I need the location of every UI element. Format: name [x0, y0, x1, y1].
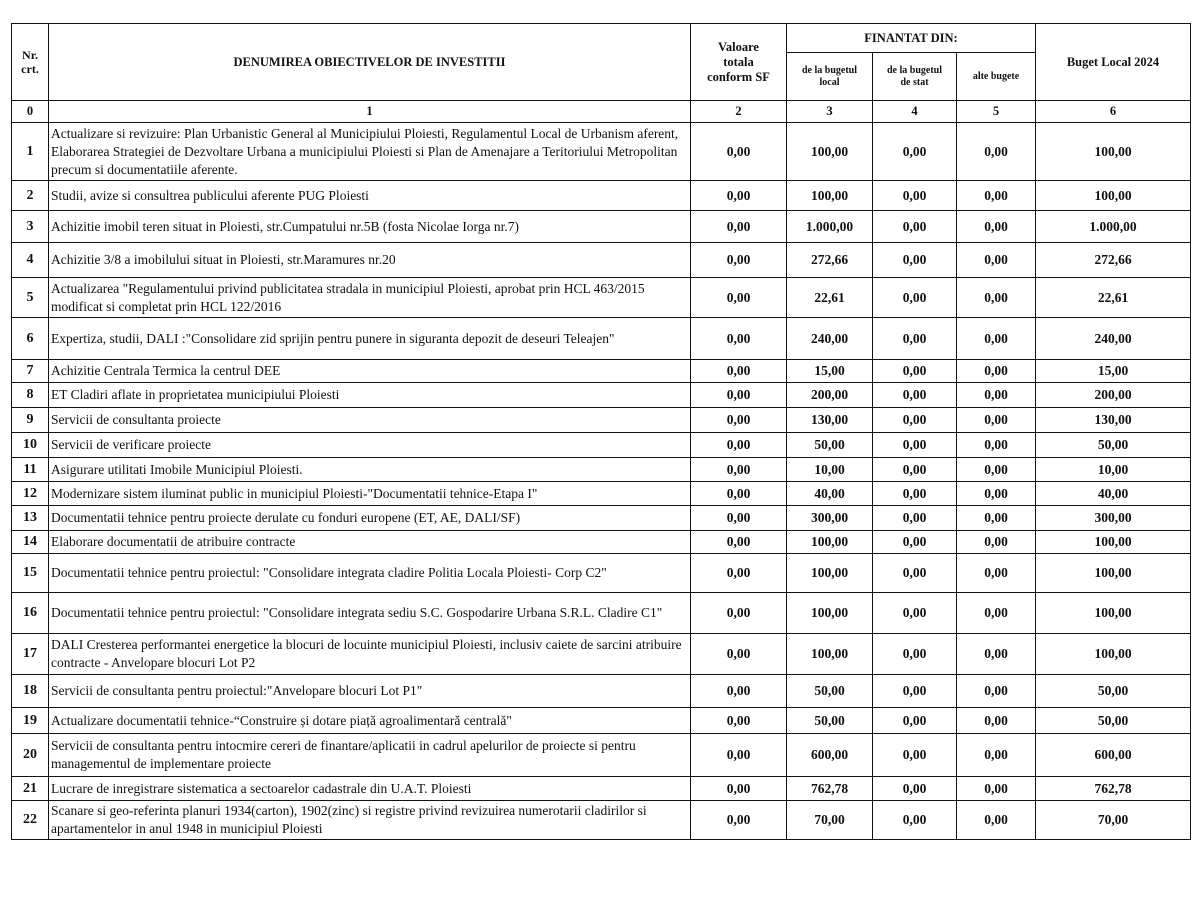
- table-row: [12, 318, 1191, 360]
- row-number: 17: [12, 634, 49, 675]
- buget-stat-cell: 0,00: [873, 408, 957, 433]
- buget-2024-cell: 50,00: [1036, 433, 1191, 458]
- table-row: [12, 801, 1191, 840]
- objective-name: Achizitie imobil teren situat in Ploiesti, str.Cumpatului nr.5B (fosta Nicolae Iorga nr.7): [49, 211, 691, 243]
- header-buget-local: de la bugetul local: [787, 53, 873, 101]
- buget-stat-cell: 0,00: [873, 211, 957, 243]
- buget-stat-cell: 0,00: [873, 181, 957, 211]
- buget-2024-cell: 100,00: [1036, 554, 1191, 593]
- buget-stat-cell: 0,00: [873, 458, 957, 482]
- alte-bugete-cell: 0,00: [957, 675, 1036, 708]
- objective-name: Servicii de consultanta pentru proiectul:"Anvelopare blocuri Lot P1": [49, 675, 691, 708]
- objective-name: Achizitie Centrala Termica la centrul DEE: [49, 360, 691, 383]
- buget-2024-cell: 272,66: [1036, 243, 1191, 278]
- table-row: [12, 482, 1191, 506]
- alte-bugete-cell: 0,00: [957, 777, 1036, 801]
- buget-stat-cell: 0,00: [873, 708, 957, 734]
- alte-bugete-cell: 0,00: [957, 278, 1036, 318]
- table-row: [12, 554, 1191, 593]
- table-body: [12, 123, 1191, 840]
- row-number: 21: [12, 777, 49, 801]
- buget-2024-cell: 40,00: [1036, 482, 1191, 506]
- valoare-totala-cell: 0,00: [691, 593, 787, 634]
- buget-local-cell: 240,00: [787, 318, 873, 360]
- table-row: [12, 123, 1191, 181]
- alte-bugete-cell: 0,00: [957, 123, 1036, 181]
- header-buget-local-2024: Buget Local 2024: [1036, 24, 1191, 101]
- valoare-totala-cell: 0,00: [691, 777, 787, 801]
- table-row: [12, 734, 1191, 777]
- row-number: 7: [12, 360, 49, 383]
- table-row: [12, 634, 1191, 675]
- valoare-totala-cell: 0,00: [691, 433, 787, 458]
- row-number: 20: [12, 734, 49, 777]
- objective-name: Documentatii tehnice pentru proiectul: "Consolidare integrata sediu S.C. Gospodarire Urbana S.R.L. Cladire C1": [49, 593, 691, 634]
- investment-objectives-table: [11, 23, 1191, 840]
- table-row: [12, 531, 1191, 554]
- row-number: 16: [12, 593, 49, 634]
- buget-local-cell: 600,00: [787, 734, 873, 777]
- buget-2024-cell: 130,00: [1036, 408, 1191, 433]
- column-index: 2: [691, 101, 787, 123]
- buget-2024-cell: 70,00: [1036, 801, 1191, 840]
- buget-2024-cell: 100,00: [1036, 634, 1191, 675]
- row-number: 8: [12, 383, 49, 408]
- table-row: [12, 777, 1191, 801]
- alte-bugete-cell: 0,00: [957, 593, 1036, 634]
- buget-stat-cell: 0,00: [873, 123, 957, 181]
- objective-name: Lucrare de inregistrare sistematica a sectoarelor cadastrale din U.A.T. Ploiesti: [49, 777, 691, 801]
- buget-local-cell: 100,00: [787, 593, 873, 634]
- alte-bugete-cell: 0,00: [957, 734, 1036, 777]
- valoare-totala-cell: 0,00: [691, 360, 787, 383]
- buget-local-cell: 100,00: [787, 123, 873, 181]
- buget-stat-cell: 0,00: [873, 243, 957, 278]
- row-number: 4: [12, 243, 49, 278]
- alte-bugete-cell: 0,00: [957, 243, 1036, 278]
- column-index: 4: [873, 101, 957, 123]
- buget-local-cell: 50,00: [787, 708, 873, 734]
- table-row: [12, 360, 1191, 383]
- header-nr-crt: Nr. crt.: [12, 24, 49, 101]
- buget-2024-cell: 100,00: [1036, 531, 1191, 554]
- buget-local-cell: 70,00: [787, 801, 873, 840]
- buget-2024-cell: 50,00: [1036, 675, 1191, 708]
- objective-name: Actualizare documentatii tehnice-“Construire și dotare piață agroalimentară centrală": [49, 708, 691, 734]
- buget-stat-cell: 0,00: [873, 433, 957, 458]
- table-row: [12, 383, 1191, 408]
- alte-bugete-cell: 0,00: [957, 318, 1036, 360]
- buget-stat-cell: 0,00: [873, 777, 957, 801]
- alte-bugete-cell: 0,00: [957, 554, 1036, 593]
- buget-stat-cell: 0,00: [873, 278, 957, 318]
- buget-stat-cell: 0,00: [873, 360, 957, 383]
- objective-name: Actualizare si revizuire: Plan Urbanistic General al Municipiului Ploiesti, Regulamentul Local de Urbanism aferent, Elaborarea Strategiei de Dezvoltare Urbana a municipiului Ploiesti si Plan de Amenajare a Teritoriului Metropolitan precum si documentatiile aferente.: [49, 123, 691, 181]
- buget-2024-cell: 100,00: [1036, 123, 1191, 181]
- buget-stat-cell: 0,00: [873, 506, 957, 531]
- buget-stat-cell: 0,00: [873, 734, 957, 777]
- objective-name: Modernizare sistem iluminat public in municipiul Ploiesti-"Documentatii tehnice-Etapa I": [49, 482, 691, 506]
- valoare-totala-cell: 0,00: [691, 318, 787, 360]
- row-number: 11: [12, 458, 49, 482]
- valoare-totala-cell: 0,00: [691, 634, 787, 675]
- buget-stat-cell: 0,00: [873, 801, 957, 840]
- valoare-totala-cell: 0,00: [691, 531, 787, 554]
- alte-bugete-cell: 0,00: [957, 408, 1036, 433]
- column-index: 1: [49, 101, 691, 123]
- row-number: 15: [12, 554, 49, 593]
- objective-name: DALI Cresterea performantei energetice la blocuri de locuinte municipiul Ploiesti, inclusiv caiete de sarcini atribuire contracte - Anvelopare blocuri Lot P2: [49, 634, 691, 675]
- buget-local-cell: 10,00: [787, 458, 873, 482]
- row-number: 13: [12, 506, 49, 531]
- buget-2024-cell: 100,00: [1036, 181, 1191, 211]
- buget-2024-cell: 1.000,00: [1036, 211, 1191, 243]
- buget-2024-cell: 762,78: [1036, 777, 1191, 801]
- table-row: [12, 211, 1191, 243]
- alte-bugete-cell: 0,00: [957, 801, 1036, 840]
- objective-name: Servicii de verificare proiecte: [49, 433, 691, 458]
- buget-2024-cell: 240,00: [1036, 318, 1191, 360]
- buget-local-cell: 22,61: [787, 278, 873, 318]
- alte-bugete-cell: 0,00: [957, 506, 1036, 531]
- buget-stat-cell: 0,00: [873, 482, 957, 506]
- alte-bugete-cell: 0,00: [957, 181, 1036, 211]
- objective-name: Documentatii tehnice pentru proiectul: "Consolidare integrata cladire Politia Locala Ploiesti- Corp C2": [49, 554, 691, 593]
- alte-bugete-cell: 0,00: [957, 383, 1036, 408]
- buget-local-cell: 100,00: [787, 531, 873, 554]
- buget-local-cell: 762,78: [787, 777, 873, 801]
- valoare-totala-cell: 0,00: [691, 278, 787, 318]
- table-row: [12, 181, 1191, 211]
- table-row: [12, 506, 1191, 531]
- column-index-row: [12, 101, 1191, 123]
- column-index: 0: [12, 101, 49, 123]
- valoare-totala-cell: 0,00: [691, 458, 787, 482]
- valoare-totala-cell: 0,00: [691, 482, 787, 506]
- buget-local-cell: 200,00: [787, 383, 873, 408]
- header-alte-bugete: alte bugete: [957, 53, 1036, 101]
- buget-2024-cell: 15,00: [1036, 360, 1191, 383]
- row-number: 3: [12, 211, 49, 243]
- row-number: 14: [12, 531, 49, 554]
- buget-stat-cell: 0,00: [873, 634, 957, 675]
- table-row: [12, 408, 1191, 433]
- valoare-totala-cell: 0,00: [691, 408, 787, 433]
- row-number: 1: [12, 123, 49, 181]
- alte-bugete-cell: 0,00: [957, 211, 1036, 243]
- buget-2024-cell: 300,00: [1036, 506, 1191, 531]
- row-number: 2: [12, 181, 49, 211]
- alte-bugete-cell: 0,00: [957, 482, 1036, 506]
- row-number: 6: [12, 318, 49, 360]
- buget-local-cell: 100,00: [787, 634, 873, 675]
- valoare-totala-cell: 0,00: [691, 383, 787, 408]
- valoare-totala-cell: 0,00: [691, 181, 787, 211]
- buget-stat-cell: 0,00: [873, 531, 957, 554]
- objective-name: Elaborare documentatii de atribuire contracte: [49, 531, 691, 554]
- objective-name: Servicii de consultanta pentru intocmire cereri de finantare/aplicatii in cadrul apelurilor de proiecte si pentru managementul de implementare proiecte: [49, 734, 691, 777]
- objective-name: Documentatii tehnice pentru proiecte derulate cu fonduri europene (ET, AE, DALI/SF): [49, 506, 691, 531]
- header-valoare-totala: Valoare totala conform SF: [691, 24, 787, 101]
- row-number: 19: [12, 708, 49, 734]
- objective-name: Servicii de consultanta proiecte: [49, 408, 691, 433]
- buget-2024-cell: 22,61: [1036, 278, 1191, 318]
- buget-2024-cell: 50,00: [1036, 708, 1191, 734]
- buget-local-cell: 15,00: [787, 360, 873, 383]
- row-number: 5: [12, 278, 49, 318]
- objective-name: Asigurare utilitati Imobile Municipiul Ploiesti.: [49, 458, 691, 482]
- column-index: 3: [787, 101, 873, 123]
- buget-stat-cell: 0,00: [873, 383, 957, 408]
- header-denumire: DENUMIREA OBIECTIVELOR DE INVESTITII: [49, 24, 691, 101]
- objective-name: Scanare si geo-referinta planuri 1934(carton), 1902(zinc) si registre privind revizuirea numerotarii cladirilor si apartamentelor in anul 1948 in municipiul Ploiesti: [49, 801, 691, 840]
- valoare-totala-cell: 0,00: [691, 554, 787, 593]
- valoare-totala-cell: 0,00: [691, 506, 787, 531]
- column-index: 6: [1036, 101, 1191, 123]
- table-row: [12, 708, 1191, 734]
- valoare-totala-cell: 0,00: [691, 675, 787, 708]
- column-index: 5: [957, 101, 1036, 123]
- row-number: 10: [12, 433, 49, 458]
- buget-2024-cell: 10,00: [1036, 458, 1191, 482]
- buget-stat-cell: 0,00: [873, 318, 957, 360]
- objective-name: ET Cladiri aflate in proprietatea municipiului Ploiesti: [49, 383, 691, 408]
- buget-stat-cell: 0,00: [873, 593, 957, 634]
- buget-local-cell: 40,00: [787, 482, 873, 506]
- alte-bugete-cell: 0,00: [957, 531, 1036, 554]
- table-row: [12, 433, 1191, 458]
- table-row: [12, 243, 1191, 278]
- alte-bugete-cell: 0,00: [957, 634, 1036, 675]
- buget-local-cell: 272,66: [787, 243, 873, 278]
- table-row: [12, 675, 1191, 708]
- valoare-totala-cell: 0,00: [691, 243, 787, 278]
- alte-bugete-cell: 0,00: [957, 360, 1036, 383]
- row-number: 12: [12, 482, 49, 506]
- buget-local-cell: 130,00: [787, 408, 873, 433]
- row-number: 18: [12, 675, 49, 708]
- table-row: [12, 593, 1191, 634]
- buget-local-cell: 50,00: [787, 433, 873, 458]
- header-buget-stat: de la bugetul de stat: [873, 53, 957, 101]
- valoare-totala-cell: 0,00: [691, 708, 787, 734]
- buget-local-cell: 50,00: [787, 675, 873, 708]
- alte-bugete-cell: 0,00: [957, 433, 1036, 458]
- buget-2024-cell: 100,00: [1036, 593, 1191, 634]
- objective-name: Studii, avize si consultrea publicului aferente PUG Ploiesti: [49, 181, 691, 211]
- header-finantat-din: FINANTAT DIN:: [787, 24, 1036, 53]
- buget-stat-cell: 0,00: [873, 554, 957, 593]
- valoare-totala-cell: 0,00: [691, 123, 787, 181]
- objective-name: Achizitie 3/8 a imobilului situat in Ploiesti, str.Maramures nr.20: [49, 243, 691, 278]
- buget-2024-cell: 600,00: [1036, 734, 1191, 777]
- buget-local-cell: 300,00: [787, 506, 873, 531]
- row-number: 22: [12, 801, 49, 840]
- buget-local-cell: 100,00: [787, 554, 873, 593]
- row-number: 9: [12, 408, 49, 433]
- buget-stat-cell: 0,00: [873, 675, 957, 708]
- table-row: [12, 278, 1191, 318]
- alte-bugete-cell: 0,00: [957, 708, 1036, 734]
- valoare-totala-cell: 0,00: [691, 801, 787, 840]
- table-row: [12, 458, 1191, 482]
- buget-2024-cell: 200,00: [1036, 383, 1191, 408]
- valoare-totala-cell: 0,00: [691, 211, 787, 243]
- valoare-totala-cell: 0,00: [691, 734, 787, 777]
- objective-name: Actualizarea "Regulamentului privind publicitatea stradala in municipiul Ploiesti, aprobat prin HCL 463/2015 modificat si completat prin HCL 122/2016: [49, 278, 691, 318]
- buget-local-cell: 1.000,00: [787, 211, 873, 243]
- alte-bugete-cell: 0,00: [957, 458, 1036, 482]
- buget-local-cell: 100,00: [787, 181, 873, 211]
- objective-name: Expertiza, studii, DALI :"Consolidare zid sprijin pentru punere in siguranta depozit de deseuri Teleajen": [49, 318, 691, 360]
